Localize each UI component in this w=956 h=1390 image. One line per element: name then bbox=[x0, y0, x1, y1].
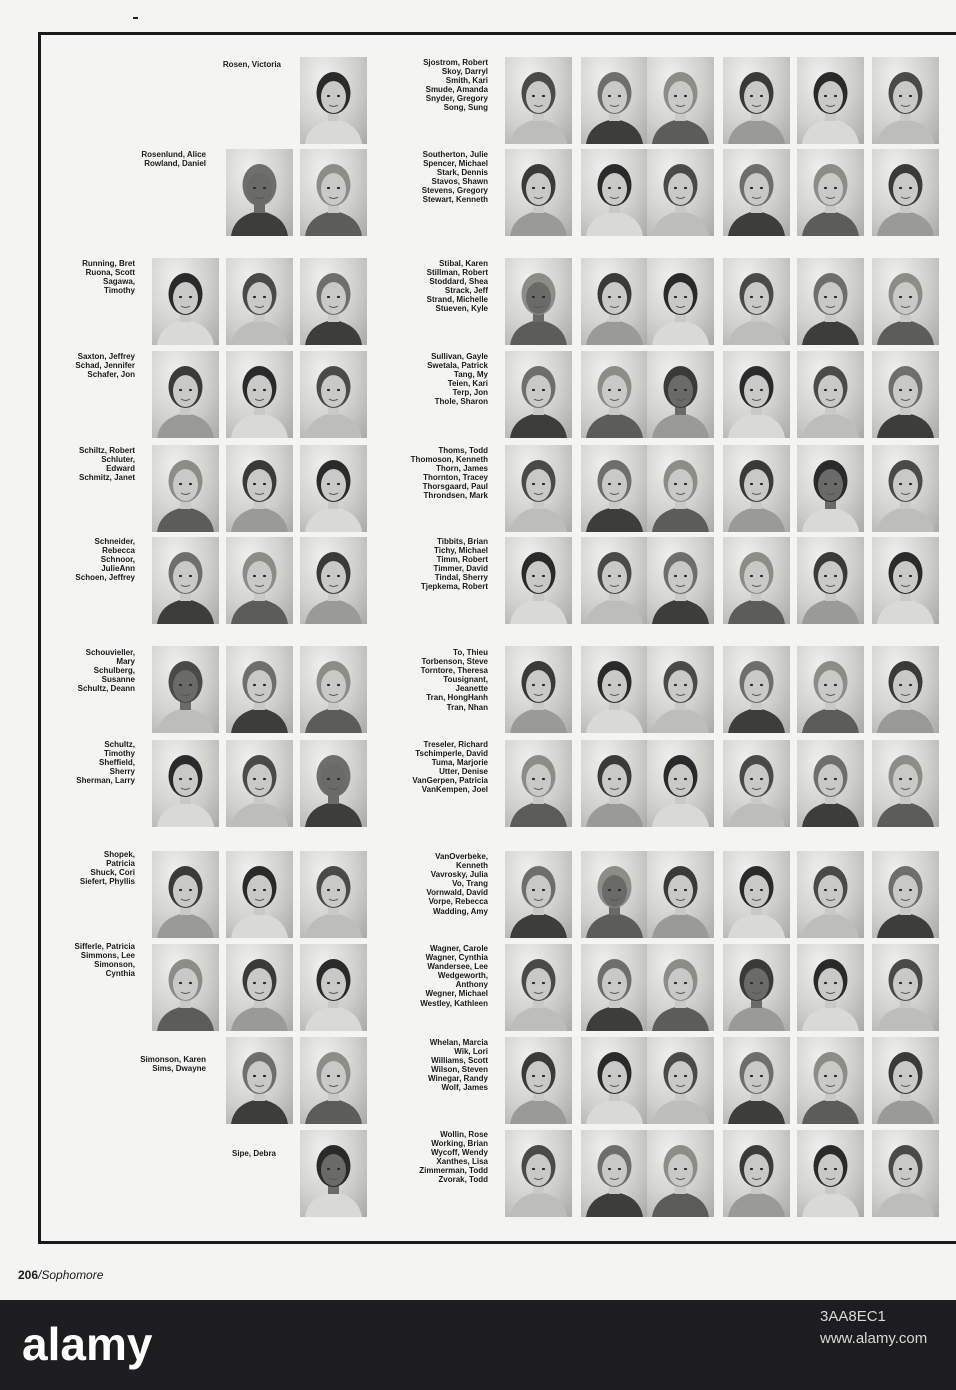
student-portrait bbox=[797, 1037, 864, 1124]
name-block-right-4: Sullivan, Gayle Swetala, Patrick Tang, My Teien, Kari Terp, Jon Thole, Sharon bbox=[427, 352, 488, 407]
name-block-sipe: Sipe, Debra bbox=[231, 1149, 276, 1158]
name-block-right-10: Wagner, Carole Wagner, Cynthia Wandersee, Lee Wedgeworth, Anthony Wegner, Michael Westley, Kathleen bbox=[420, 944, 488, 1008]
student-portrait bbox=[581, 445, 648, 532]
name-block-left-8: Sifferle, Patricia Simmons, Lee Simonson, Cynthia bbox=[74, 942, 135, 979]
name-block-left-1: Running, Bret Ruona, Scott Sagawa, Timothy bbox=[82, 259, 135, 296]
student-portrait bbox=[723, 445, 790, 532]
student-portrait bbox=[872, 537, 939, 624]
student-portrait bbox=[505, 149, 572, 236]
name-block-right-6: Tibbits, Brian Tichy, Michael Timm, Robert Timmer, David Tindal, Sherry Tjepkema, Robert bbox=[420, 537, 488, 592]
student-portrait bbox=[647, 258, 714, 345]
student-portrait bbox=[300, 445, 367, 532]
student-portrait bbox=[723, 944, 790, 1031]
student-portrait bbox=[723, 537, 790, 624]
student-portrait bbox=[300, 149, 367, 236]
student-portrait bbox=[152, 351, 219, 438]
student-portrait bbox=[797, 944, 864, 1031]
print-mark bbox=[133, 17, 138, 19]
student-portrait bbox=[647, 149, 714, 236]
name-block-left-5: Schouvieller, Mary Schulberg, Susanne Schultz, Deann bbox=[77, 648, 135, 694]
student-portrait bbox=[226, 537, 293, 624]
student-portrait bbox=[647, 351, 714, 438]
student-portrait bbox=[647, 740, 714, 827]
name-block-left-2: Saxton, Jeffrey Schad, Jennifer Schafer, Jon bbox=[75, 352, 135, 380]
alamy-logo bbox=[22, 1322, 212, 1370]
student-portrait bbox=[505, 57, 572, 144]
name-block-right-2: Southerton, Julie Spencer, Michael Stark, Dennis Stavos, Shawn Stevens, Gregory Stewart, Kenneth bbox=[421, 150, 488, 205]
student-portrait bbox=[797, 258, 864, 345]
student-portrait bbox=[505, 445, 572, 532]
student-portrait bbox=[226, 851, 293, 938]
student-portrait bbox=[505, 851, 572, 938]
image-code: 3AA8EC1 bbox=[820, 1308, 886, 1325]
student-portrait bbox=[152, 445, 219, 532]
student-portrait bbox=[300, 646, 367, 733]
student-portrait bbox=[723, 646, 790, 733]
page-folio bbox=[18, 1268, 103, 1282]
student-portrait bbox=[872, 1037, 939, 1124]
name-block-simonson-karen: Simonson, Karen Sims, Dwayne bbox=[140, 1055, 206, 1074]
student-portrait bbox=[647, 944, 714, 1031]
student-portrait bbox=[797, 646, 864, 733]
student-portrait bbox=[581, 646, 648, 733]
student-portrait bbox=[152, 646, 219, 733]
student-portrait bbox=[872, 258, 939, 345]
student-portrait bbox=[872, 351, 939, 438]
student-portrait bbox=[872, 851, 939, 938]
student-portrait bbox=[581, 351, 648, 438]
name-block-rosenlund: Rosenlund, Alice Rowland, Daniel bbox=[141, 150, 206, 169]
student-portrait bbox=[872, 740, 939, 827]
student-portrait bbox=[300, 258, 367, 345]
name-block-left-4: Schneider, Rebecca Schnoor, JulieAnn Schoen, Jeffrey bbox=[75, 537, 135, 583]
student-portrait bbox=[226, 646, 293, 733]
student-portrait bbox=[647, 646, 714, 733]
student-portrait bbox=[581, 1037, 648, 1124]
name-block-left-3: Schiltz, Robert Schluter, Edward Schmitz, Janet bbox=[78, 446, 135, 483]
student-portrait bbox=[797, 851, 864, 938]
name-block-right-1: Sjostrom, Robert Skoy, Darryl Smith, Kari Smude, Amanda Snyder, Gregory Song, Sung bbox=[423, 58, 488, 113]
student-portrait bbox=[872, 149, 939, 236]
stock-watermark-banner bbox=[0, 1300, 956, 1390]
student-portrait bbox=[505, 1130, 572, 1217]
student-portrait bbox=[226, 445, 293, 532]
svg-text:alamy: alamy bbox=[22, 1322, 153, 1370]
student-portrait bbox=[647, 57, 714, 144]
student-portrait bbox=[723, 149, 790, 236]
student-portrait bbox=[226, 944, 293, 1031]
student-portrait bbox=[647, 445, 714, 532]
name-block-left-7: Shopek, Patricia Shuck, Cori Siefert, Phyllis bbox=[79, 850, 135, 887]
student-portrait bbox=[581, 851, 648, 938]
section-name: /Sophomore bbox=[38, 1268, 104, 1282]
student-portrait bbox=[300, 851, 367, 938]
student-portrait bbox=[723, 57, 790, 144]
name-block-right-9: VanOverbeke, Kenneth Vavrosky, Julia Vo, Trang Vornwald, David Vorpe, Rebecca Wadding, Amy bbox=[426, 852, 488, 916]
student-portrait bbox=[505, 740, 572, 827]
name-block-right-8: Treseler, Richard Tschimperle, David Tuma, Marjorie Utter, Denise VanGerpen, Patricia VanKempen, Joel bbox=[412, 740, 488, 795]
student-portrait bbox=[505, 646, 572, 733]
student-portrait bbox=[797, 445, 864, 532]
student-portrait bbox=[300, 57, 367, 144]
student-portrait bbox=[505, 1037, 572, 1124]
student-portrait bbox=[797, 351, 864, 438]
student-portrait bbox=[723, 1130, 790, 1217]
student-portrait bbox=[505, 537, 572, 624]
student-portrait bbox=[300, 1130, 367, 1217]
watermark-url: www.alamy.com bbox=[820, 1330, 928, 1347]
student-portrait bbox=[797, 149, 864, 236]
name-block-rosen: Rosen, Victoria bbox=[222, 60, 281, 69]
name-block-right-5: Thoms, Todd Thomoson, Kenneth Thorn, James Thornton, Tracey Thorsgaard, Paul Throndsen, Mark bbox=[410, 446, 488, 501]
student-portrait bbox=[581, 149, 648, 236]
page-number: 206 bbox=[18, 1268, 39, 1282]
student-portrait bbox=[152, 851, 219, 938]
student-portrait bbox=[581, 57, 648, 144]
student-portrait bbox=[152, 258, 219, 345]
student-portrait bbox=[723, 258, 790, 345]
student-portrait bbox=[300, 1037, 367, 1124]
student-portrait bbox=[872, 57, 939, 144]
student-portrait bbox=[581, 740, 648, 827]
student-portrait bbox=[797, 740, 864, 827]
name-block-right-12: Wollin, Rose Working, Brian Wycoff, Wendy Xanthes, Lisa Zimmerman, Todd Zvorak, Todd bbox=[419, 1130, 488, 1185]
student-portrait bbox=[797, 57, 864, 144]
student-portrait bbox=[723, 1037, 790, 1124]
student-portrait bbox=[581, 1130, 648, 1217]
name-block-right-11: Whelan, Marcia Wik, Lori Williams, Scott Wilson, Steven Winegar, Randy Wolf, James bbox=[428, 1038, 488, 1093]
student-portrait bbox=[872, 445, 939, 532]
name-block-right-7: To, Thieu Torbenson, Steve Torntore, Theresa Tousignant, Jeanette Tran, HongHanh Tran, Nhan bbox=[420, 648, 488, 712]
student-portrait bbox=[797, 1130, 864, 1217]
student-portrait bbox=[226, 258, 293, 345]
student-portrait bbox=[872, 1130, 939, 1217]
student-portrait bbox=[581, 537, 648, 624]
student-portrait bbox=[647, 1130, 714, 1217]
student-portrait bbox=[226, 740, 293, 827]
student-portrait bbox=[872, 944, 939, 1031]
student-portrait bbox=[581, 944, 648, 1031]
student-portrait bbox=[300, 537, 367, 624]
student-portrait bbox=[505, 351, 572, 438]
student-portrait bbox=[647, 1037, 714, 1124]
name-block-right-3: Stibal, Karen Stillman, Robert Stoddard, Shea Strack, Jeff Strand, Michelle Stueven, Kyle bbox=[426, 259, 488, 314]
student-portrait bbox=[723, 851, 790, 938]
student-portrait bbox=[797, 537, 864, 624]
student-portrait bbox=[300, 740, 367, 827]
student-portrait bbox=[723, 740, 790, 827]
student-portrait bbox=[647, 537, 714, 624]
student-portrait bbox=[300, 944, 367, 1031]
student-portrait bbox=[152, 740, 219, 827]
student-portrait bbox=[723, 351, 790, 438]
student-portrait bbox=[226, 351, 293, 438]
student-portrait bbox=[226, 149, 293, 236]
name-block-left-6: Schultz, Timothy Sheffield, Sherry Sherman, Larry bbox=[76, 740, 135, 786]
student-portrait bbox=[505, 258, 572, 345]
student-portrait bbox=[152, 944, 219, 1031]
student-portrait bbox=[505, 944, 572, 1031]
student-portrait bbox=[647, 851, 714, 938]
student-portrait bbox=[152, 537, 219, 624]
student-portrait bbox=[581, 258, 648, 345]
student-portrait bbox=[872, 646, 939, 733]
student-portrait bbox=[226, 1037, 293, 1124]
student-portrait bbox=[300, 351, 367, 438]
